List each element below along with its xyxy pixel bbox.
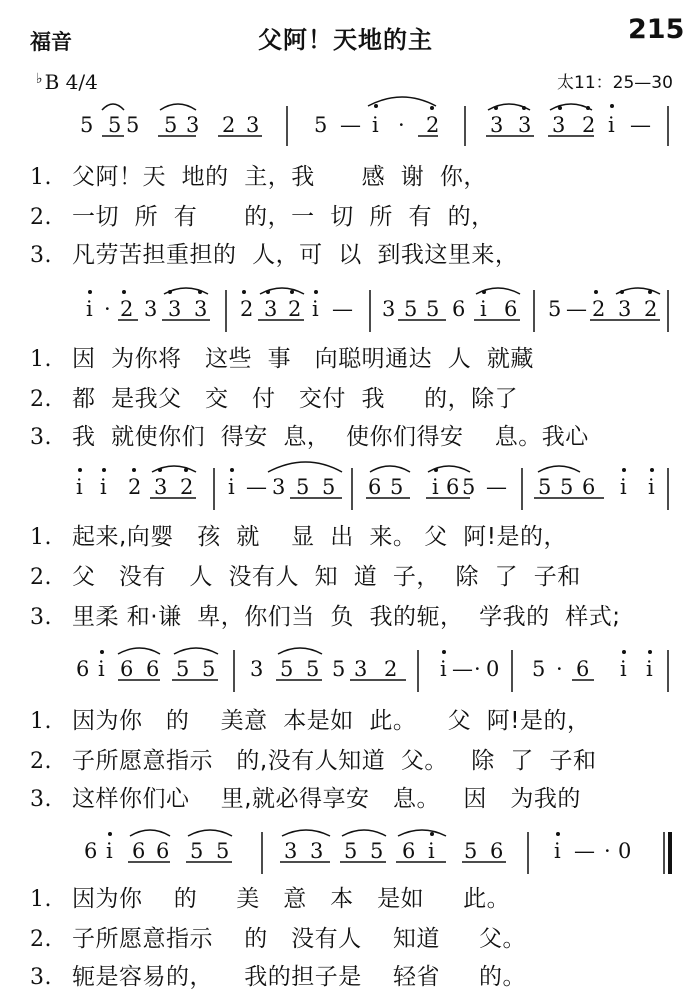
category-label: 福音 [30,30,72,54]
svg-text:i: i [554,839,561,863]
svg-text:—: — [452,657,473,681]
svg-text:—: — [574,839,595,863]
svg-text:3: 3 [284,839,298,863]
svg-text:5: 5 [462,475,476,499]
verse-number: 3. [30,605,52,630]
svg-text:5: 5 [464,839,478,863]
svg-text:2: 2 [426,113,440,137]
svg-text:i: i [646,657,653,681]
lyric-text: 起来,向婴 孩 就 显 出 来。 父 阿!是的， [72,524,568,550]
svg-text:6: 6 [490,839,504,863]
svg-text:i: i [428,839,435,863]
svg-text:·: · [556,657,563,681]
svg-text:5: 5 [548,297,562,321]
lyric-text: 都 是我父 交 付 交付 我 的，除了 [72,386,519,412]
lyric-text: 轭是容易的， 我的担子是 轻省 的。 [72,964,527,990]
svg-text:6: 6 [402,839,416,863]
svg-text:i: i [620,657,627,681]
lyric-line-3-1 [30,518,567,551]
svg-text:5: 5 [176,657,190,681]
svg-text:i: i [372,113,379,137]
lyric-text: 因为你 的 美 意 本 是如 此。 [72,886,511,912]
svg-text:5: 5 [404,297,418,321]
svg-text:2: 2 [644,297,658,321]
lyric-text: 子所愿意指示 的,没有人知道 父。 除 了 子和 [72,748,597,774]
svg-text:5: 5 [426,297,440,321]
svg-text:i: i [620,475,627,499]
svg-text:2: 2 [180,475,194,499]
verse-number: 1. [30,347,52,372]
lyric-line-1-1 [30,158,487,191]
svg-text:6: 6 [76,657,90,681]
lyric-line-4-2 [30,742,597,775]
svg-text:6: 6 [582,475,596,499]
svg-text:i: i [228,475,235,499]
notation-system-2 [0,280,700,340]
svg-text:3: 3 [250,657,264,681]
svg-text:3: 3 [168,297,182,321]
svg-text:i: i [312,297,319,321]
verse-number: 1. [30,709,52,734]
svg-text:—: — [630,113,651,137]
verse-number: 3. [30,243,52,268]
lyric-text: 一切 所 有 的，一 切 所 有 的， [72,204,495,230]
svg-text:5: 5 [344,839,358,863]
svg-text:5: 5 [370,839,384,863]
svg-text:5: 5 [216,839,230,863]
svg-text:i: i [98,657,105,681]
verse-number: 1. [30,165,52,190]
svg-text:0: 0 [486,657,500,681]
lyric-line-5-3 [30,958,526,991]
svg-text:6: 6 [452,297,466,321]
svg-text:—: — [340,113,361,137]
svg-text:6: 6 [156,839,170,863]
hymn-title: 父阿！天地的主 [258,26,433,54]
lyric-text: 子所愿意指示 的 没有人 知道 父。 [72,926,526,952]
verse-number: 1. [30,525,52,550]
svg-text:i: i [648,475,655,499]
lyric-line-4-3 [30,780,581,813]
svg-text:5: 5 [560,475,574,499]
svg-text:6: 6 [120,657,134,681]
lyric-line-3-2 [30,558,581,591]
svg-text:3: 3 [354,657,368,681]
lyric-text: 这样你们心 里,就必得享安 息。 因 为我的 [72,786,581,812]
svg-text:5: 5 [202,657,216,681]
svg-text:3: 3 [194,297,208,321]
lyric-line-2-1 [30,340,534,373]
svg-text:2: 2 [240,297,254,321]
scripture-reference: 太11：25—30 [557,73,673,93]
key-signature [36,70,98,94]
svg-text:6: 6 [504,297,518,321]
svg-text:i: i [106,839,113,863]
svg-text:3: 3 [154,475,168,499]
notation-system-1 [0,94,700,154]
svg-text:—: — [332,297,353,321]
svg-text:0: 0 [618,839,632,863]
svg-text:i: i [608,113,615,137]
svg-text:5: 5 [280,657,294,681]
svg-text:2: 2 [128,475,142,499]
svg-text:i: i [440,657,447,681]
svg-text:3: 3 [618,297,632,321]
svg-text:5: 5 [126,113,140,137]
svg-text:2: 2 [384,657,398,681]
verse-number: 2. [30,565,52,590]
svg-text:—: — [246,475,267,499]
svg-text:i: i [76,475,83,499]
svg-text:2: 2 [582,113,596,137]
lyric-line-2-3 [30,418,589,451]
svg-text:i: i [480,297,487,321]
lyric-line-3-3 [30,598,620,631]
svg-text:·: · [104,297,111,321]
svg-text:3: 3 [518,113,532,137]
lyric-line-1-2 [30,198,495,231]
svg-text:5: 5 [538,475,552,499]
svg-text:6: 6 [368,475,382,499]
notation-svg-1 [0,94,700,154]
svg-text:6: 6 [132,839,146,863]
svg-text:5: 5 [296,475,310,499]
notation-system-5 [0,822,700,882]
svg-text:3: 3 [310,839,324,863]
lyric-text: 凡劳苦担重担的 人，可 以 到我这里来， [72,242,519,268]
svg-text:5: 5 [306,657,320,681]
svg-text:6: 6 [84,839,98,863]
verse-number: 1. [30,887,52,912]
svg-text:3: 3 [552,113,566,137]
svg-text:5: 5 [164,113,178,137]
svg-text:2: 2 [222,113,236,137]
svg-text:5: 5 [108,113,122,137]
svg-text:·: · [604,839,611,863]
flat-sign: ♭ [36,71,43,87]
verse-number: 2. [30,205,52,230]
svg-text:i: i [100,475,107,499]
svg-text:5: 5 [532,657,546,681]
lyric-text: 因 为你将 这些 事 向聪明通达 人 就藏 [72,346,534,372]
svg-text:2: 2 [288,297,302,321]
lyric-text: 父 没有 人 没有人 知 道 子， 除 了 子和 [72,564,581,590]
notation-system-4 [0,640,700,700]
verse-number: 2. [30,749,52,774]
svg-text:3: 3 [144,297,158,321]
lyric-text: 里柔 和·谦 卑，你们当 负 我的轭， 学我的 样式; [72,604,621,630]
svg-text:6: 6 [576,657,590,681]
svg-text:—: — [486,475,507,499]
svg-text:6: 6 [446,475,460,499]
svg-text:5: 5 [332,657,346,681]
lyric-line-5-1 [30,880,510,913]
notation-svg-2 [0,280,700,340]
svg-text:3: 3 [490,113,504,137]
notation-svg-5 [0,822,700,882]
lyric-line-4-1 [30,702,591,735]
svg-text:5: 5 [314,113,328,137]
lyric-line-5-2 [30,920,526,953]
svg-text:2: 2 [120,297,134,321]
verse-number: 3. [30,787,52,812]
svg-text:3: 3 [382,297,396,321]
verse-number: 3. [30,425,52,450]
lyric-text: 我 就使你们 得安 息， 使你们得安 息。我心 [72,424,589,450]
verse-number: 2. [30,927,52,952]
verse-number: 2. [30,387,52,412]
key-time-signature: B 4/4 [44,70,98,94]
verse-number: 3. [30,965,52,990]
svg-text:·: · [474,657,481,681]
notation-svg-3 [0,458,700,518]
svg-text:i: i [86,297,93,321]
svg-text:i: i [432,475,439,499]
svg-text:5: 5 [390,475,404,499]
svg-text:·: · [398,113,405,137]
svg-text:—: — [566,297,587,321]
lyric-line-2-2 [30,380,518,413]
svg-text:5: 5 [190,839,204,863]
lyric-text: 父阿！天 地的 主，我 感 谢 你， [72,164,487,190]
svg-text:3: 3 [272,475,286,499]
hymn-number: 215 [628,14,685,45]
svg-text:3: 3 [186,113,200,137]
svg-text:5: 5 [322,475,336,499]
svg-text:2: 2 [592,297,606,321]
svg-text:5: 5 [80,113,94,137]
svg-text:3: 3 [246,113,260,137]
lyric-text: 因为你 的 美意 本是如 此。 父 阿!是的， [72,708,591,734]
lyric-line-1-3 [30,236,518,269]
notation-svg-4 [0,640,700,700]
svg-text:6: 6 [146,657,160,681]
svg-text:3: 3 [264,297,278,321]
notation-system-3 [0,458,700,518]
